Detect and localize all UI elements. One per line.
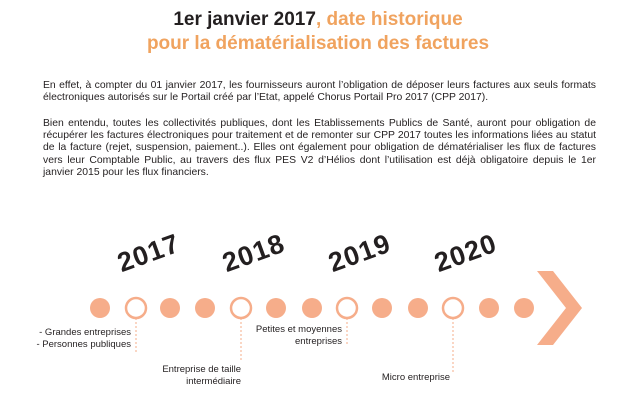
paragraph-2: Bien entendu, toutes les collectivités publiques, dont les Etablissements Publics de Santé, auront pour obligation de récupérer les factures électroniques pour traitement et de remonter sur CPP 2017 toutes les informations liées au statut de la facture (rejet, suspension, paiement..). Elles ont également pour obligation de dématérialiser les flux de factures vers leur Comptable Public, au travers des flux PES V2 d’Hélios dont l’utilisation est déjà obligatoire depuis le 1er janvier 2015 pour les flux financiers. bbox=[43, 118, 596, 178]
timeline-ring-2019 bbox=[337, 298, 357, 318]
timeline-dot bbox=[479, 298, 499, 318]
label-2017: - Grandes entreprises - Personnes publiques bbox=[36, 327, 131, 350]
timeline-dot bbox=[90, 298, 110, 318]
timeline-ring-2018 bbox=[231, 298, 251, 318]
timeline-dot bbox=[160, 298, 180, 318]
year-2019: 2019 bbox=[324, 227, 395, 279]
year-2017: 2017 bbox=[113, 227, 184, 279]
timeline-dot bbox=[408, 298, 428, 318]
label-2020: Micro entreprise bbox=[381, 372, 450, 383]
year-2020: 2020 bbox=[430, 227, 501, 279]
label-2019: Petites et moyennes entreprises bbox=[255, 324, 342, 347]
timeline-dot bbox=[514, 298, 534, 318]
label-2018: Entreprise de taille intermédiaire bbox=[162, 364, 241, 387]
timeline-dot bbox=[372, 298, 392, 318]
timeline-dot bbox=[266, 298, 286, 318]
timeline-arrow bbox=[537, 271, 582, 345]
paragraph-1: En effet, à compter du 01 janvier 2017, les fournisseurs auront l’obligation de déposer leurs factures aux seuls formats électroniques autorisés sur le Portail créé par l’Etat, appelé Chorus Portail Pro 2017 (CPP 2017). bbox=[43, 80, 596, 104]
year-2018: 2018 bbox=[218, 227, 289, 279]
title-rest: , date historique bbox=[315, 9, 463, 30]
timeline-ring-2020 bbox=[443, 298, 463, 318]
title-date: 1er janvier 2017 bbox=[173, 9, 316, 30]
title-line2: pour la dématérialisation des factures bbox=[146, 33, 490, 54]
timeline-dot bbox=[195, 298, 215, 318]
timeline-ring-2017 bbox=[126, 298, 146, 318]
timeline-dot bbox=[302, 298, 322, 318]
